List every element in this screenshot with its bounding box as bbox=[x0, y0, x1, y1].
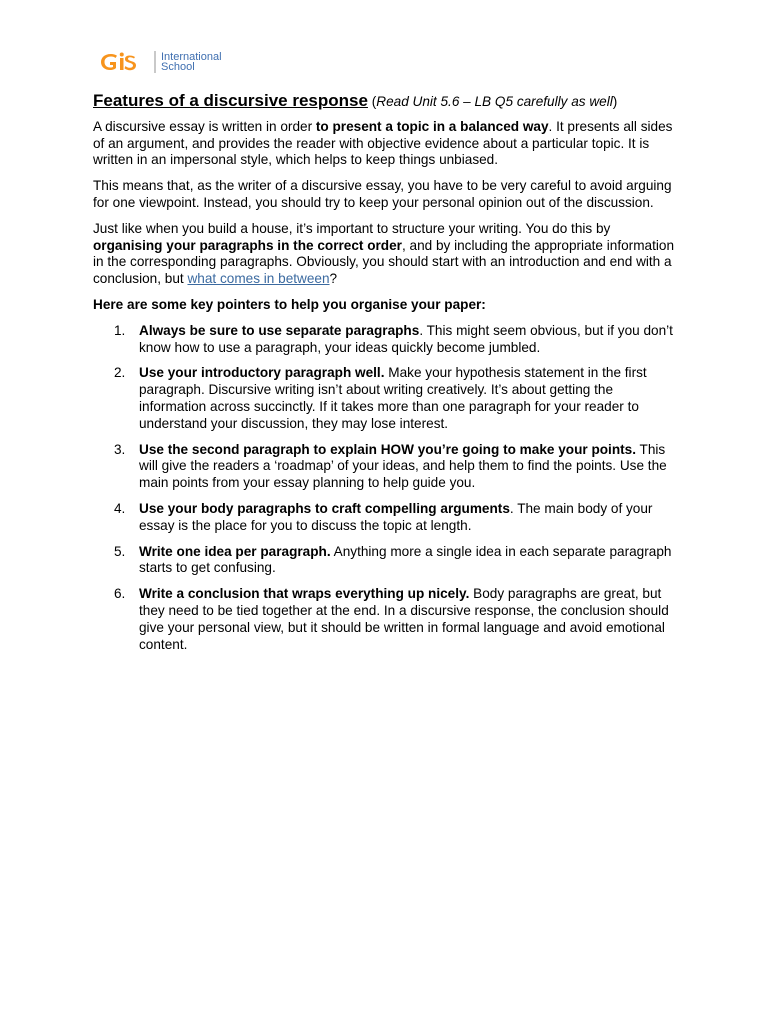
pointers-heading: Here are some key pointers to help you organise your paper: bbox=[93, 296, 486, 312]
list-item bbox=[93, 586, 683, 653]
paragraph-3 bbox=[93, 221, 683, 288]
document-body bbox=[93, 93, 683, 662]
what-comes-in-between-link[interactable]: what comes in between bbox=[187, 271, 330, 287]
list-number: 5. bbox=[114, 543, 126, 559]
p1-pre: A discursive essay is written in order bbox=[93, 118, 316, 134]
title-note-open: ( bbox=[371, 94, 377, 109]
list-item-text: Make your hypothesis statement in the first paragraph. Discursive writing isn’t about writing creatively. It’s about getting the information across succinctly. If it takes more than one paragraph for your reader to understand your discussion, they may lose interest. bbox=[139, 365, 647, 431]
p3-mid: , and by including the appropriate information in the corresponding paragraphs. Obviously, you should start with an introduction and end with a conclusion, but bbox=[93, 237, 675, 287]
p3-bold: organising your paragraphs in the correct order bbox=[93, 237, 402, 253]
paragraph-1 bbox=[93, 119, 683, 169]
list-item-bold: Write one idea per paragraph. bbox=[139, 543, 331, 559]
list-number: 3. bbox=[114, 441, 126, 457]
p3-pre: Just like when you build a house, it’s important to structure your writing. You do this by bbox=[93, 220, 611, 236]
list-item bbox=[93, 544, 683, 578]
list-item-text: Anything more a single idea in each separate paragraph starts to get confusing. bbox=[139, 543, 672, 576]
logo-text bbox=[161, 52, 222, 72]
pointers-list bbox=[93, 323, 683, 654]
p3-post: ? bbox=[329, 271, 338, 287]
list-item bbox=[93, 365, 683, 432]
list-item-bold: Use the second paragraph to explain HOW you’re going to make your points. bbox=[139, 441, 637, 457]
logo-line-2: School bbox=[161, 61, 195, 73]
logo-divider bbox=[154, 51, 156, 73]
school-logo bbox=[99, 47, 222, 77]
p1-bold: to present a topic in a balanced way bbox=[315, 118, 549, 134]
list-item bbox=[93, 442, 683, 492]
title-note-close: ) bbox=[612, 94, 618, 109]
list-number: 2. bbox=[114, 365, 126, 381]
title-note bbox=[372, 94, 618, 109]
title-note-text: Read Unit 5.6 – LB Q5 carefully as well bbox=[376, 94, 613, 109]
list-number: 1. bbox=[114, 322, 126, 338]
logo-line-1: International bbox=[161, 51, 222, 63]
paragraph-2: This means that, as the writer of a discursive essay, you have to be very careful to avoid arguing for one viewpoint. Instead, you should try to keep your personal opinion out of the discussion. bbox=[93, 178, 672, 210]
p1-post: . It presents all sides of an argument, and provides the reader with objective evidence about a particular topic. It is written in an impersonal style, which helps to keep things unbiased. bbox=[93, 118, 673, 168]
list-item-text: This will give the readers a ‘roadmap’ of your ideas, and help them to find the points. Use the main points from your essay planning to help guide you. bbox=[139, 441, 667, 491]
list-item-bold: Always be sure to use separate paragraphs bbox=[139, 322, 420, 338]
list-item bbox=[93, 323, 683, 357]
list-item-text: Body paragraphs are great, but they need to be tied together at the end. In a discursive response, the conclusion should give your personal view, but it should be written in formal language and avoid emotional content. bbox=[139, 586, 669, 652]
list-item-bold: Use your body paragraphs to craft compelling arguments bbox=[139, 500, 510, 516]
list-item-bold: Write a conclusion that wraps everything up nicely. bbox=[139, 586, 470, 602]
list-item-bold: Use your introductory paragraph well. bbox=[139, 365, 385, 381]
page-title: Features of a discursive response bbox=[93, 91, 368, 110]
list-item bbox=[93, 501, 683, 535]
gis-logo-mark-icon bbox=[99, 49, 149, 75]
list-number: 4. bbox=[114, 500, 126, 516]
list-item-text: . This might seem obvious, but if you don’t know how to use a paragraph, your ideas quickly become jumbled. bbox=[139, 322, 673, 355]
heading-line bbox=[93, 93, 683, 111]
list-item-text: . The main body of your essay is the place for you to discuss the topic at length. bbox=[139, 500, 653, 533]
list-number: 6. bbox=[114, 586, 126, 602]
